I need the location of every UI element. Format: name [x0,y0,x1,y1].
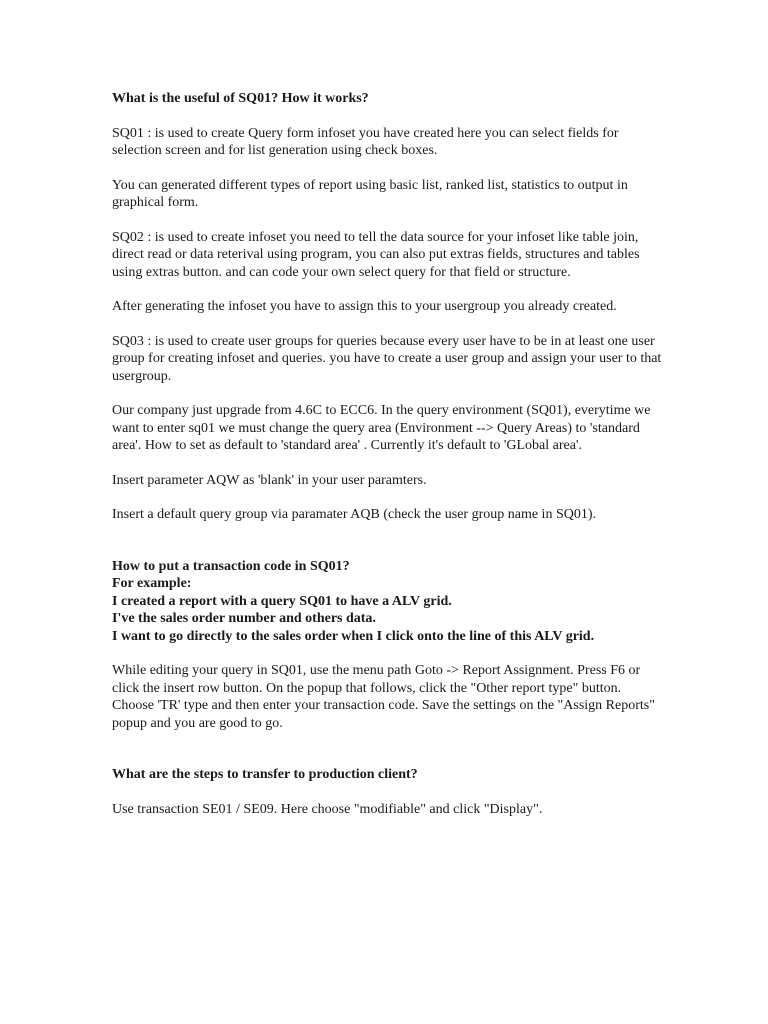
question-line: How to put a transaction code in SQ01? [112,558,350,574]
question-line: I want to go directly to the sales order when I click onto the line of this ALV grid. [112,628,595,644]
paragraph-report-types: You can generated different types of report using basic list, ranked list, statistics to output in graphical form. [112,177,628,210]
paragraph-sq02: SQ02 : is used to create infoset you need to tell the data source for your infoset like table join, direct read or data reterival using program, you can also put extras fields, structures and tables using extras button. and can code your own select query for that field or structure. [112,229,640,280]
question-line: I've the sales order number and others data. [112,611,376,626]
paragraph-assign-usergroup: After generating the infoset you have to assign this to your usergroup you already created. [112,299,617,314]
paragraph-tcode-answer: While editing your query in SQ01, use the menu path Goto -> Report Assignment. Press F6 or click the insert row button. On the popup that follows, click the "Other report type" button. Choose 'TR' type and then enter your transaction code. Save the settings on the "Assign Reports" popup and you are good to go. [112,663,655,731]
document-page [112,90,664,835]
question-transaction-code [112,558,664,646]
paragraph-transfer-answer: Use transaction SE01 / SE09. Here choose "modifiable" and click "Display". [112,801,543,817]
paragraph-upgrade-question: Our company just upgrade from 4.6C to ECC6. In the query environment (SQ01), everytime we want to enter sq01 we must change the query area (Environment --> Query Areas) to 'standard area'. How to set as default to 'standard area' . Currently it's default to 'GLobal area'. [112,403,651,453]
paragraph-aqw-parameter: Insert parameter AQW as 'blank' in your user paramters. [112,472,427,488]
heading-transfer-question: What are the steps to transfer to production client? [112,767,418,782]
heading-sq01-question: What is the useful of SQ01? How it works? [112,91,369,106]
question-line: For example: [112,576,192,591]
question-line: I created a report with a query SQ01 to have a ALV grid. [112,593,452,609]
paragraph-sq01: SQ01 : is used to create Query form infoset you have created here you can select fields for selection screen and for list generation using check boxes. [112,125,619,158]
paragraph-sq03: SQ03 : is used to create user groups for queries because every user have to be in at least one user group for creating infoset and queries. you have to create a user group and assign your user to that usergroup. [112,333,662,384]
paragraph-aqb-parameter: Insert a default query group via paramater AQB (check the user group name in SQ01). [112,507,597,522]
